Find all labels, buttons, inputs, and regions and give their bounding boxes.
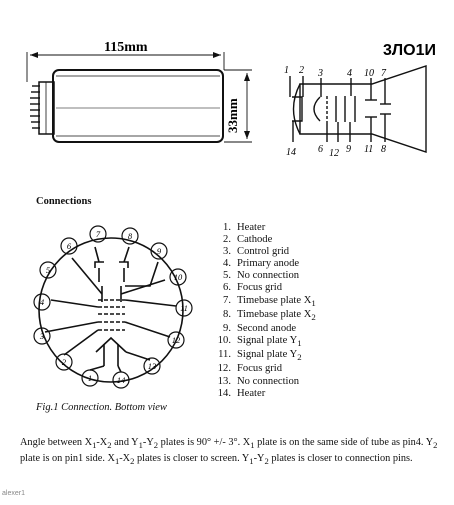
pin-number: 13 <box>147 361 157 371</box>
schematic-pin-label: 14 <box>286 147 296 158</box>
tube-schematic-symbol <box>290 66 426 152</box>
pin-number: 8 <box>127 231 133 241</box>
schematic-pin-labels-top <box>284 65 387 79</box>
connection-item: 5. No connection <box>223 270 300 282</box>
schematic-pin-label: 9 <box>346 144 351 155</box>
connection-item: 14. Heater <box>217 387 266 399</box>
connection-item: 12. Focus grid <box>217 363 283 375</box>
connections-heading: Connections <box>36 196 92 207</box>
connection-item: 4. Primary anode <box>223 258 300 270</box>
connection-item: 9. Second anode <box>223 322 297 334</box>
pin-number: 5 <box>45 265 51 275</box>
schematic-pin-label: 11 <box>364 144 374 155</box>
connection-item: 11. Signal plate $Y_2$ <box>218 349 302 363</box>
pin-number: 11 <box>180 303 188 313</box>
schematic-pin-label: 10 <box>364 68 374 79</box>
schematic-pin-labels-bottom <box>286 144 386 159</box>
schematic-pin-label: 3 <box>318 68 323 79</box>
connection-item: 6. Focus grid <box>223 282 283 294</box>
pin-number: 2 <box>61 357 67 367</box>
schematic-pin-label: 1 <box>284 65 289 76</box>
tube-base-circle <box>39 238 183 382</box>
schematic-pin-label: 2 <box>299 65 304 76</box>
watermark: alexer1 <box>2 490 25 497</box>
pin-number: 3 <box>39 331 45 341</box>
diameter-label: 33mm <box>225 98 240 133</box>
pin-number: 9 <box>156 246 162 256</box>
schematic-pin-label: 12 <box>329 148 339 159</box>
schematic-pin-label: 7 <box>381 68 386 79</box>
tube-type-code: 3ЛО1И <box>383 42 436 59</box>
plate-orientation-note: Angle between $X_1-X_2$ and $Y_1-Y_2$ plates is 90° +/- 3°. $X_1$ plate is on the same side of tube as pin4. $Y_2$ plate is on pin1 side. $X_1-X_2$ plates is closer to screen. $Y_1-Y_2$ plates is closer to connection pins. <box>20 437 438 467</box>
pin-number: 7 <box>95 229 101 239</box>
pin-number: 10 <box>173 272 183 282</box>
pin-number: 6 <box>66 241 72 251</box>
connection-item: 13. No connection <box>217 375 300 387</box>
pin-number: 12 <box>171 335 181 345</box>
connection-item: 8. Timebase plate $X_2$ <box>223 308 316 322</box>
connection-item: 10. Signal plate $Y_1$ <box>217 335 302 349</box>
schematic-pin-label: 4 <box>347 68 352 79</box>
connections-list <box>212 222 316 400</box>
connection-item: 3. Control grid <box>223 246 290 258</box>
pin-number: 1 <box>87 373 93 383</box>
connection-item: 7. Timebase plate $X_1$ <box>223 294 316 308</box>
length-label: 115mm <box>104 40 148 55</box>
pinout-diagram <box>34 226 192 388</box>
connection-item: 2. Cathode <box>223 234 273 246</box>
pin-number: 14 <box>116 375 126 385</box>
schematic-pin-label: 6 <box>318 144 323 155</box>
schematic-pin-label: 8 <box>381 144 386 155</box>
connection-item: 1. Heater <box>223 222 266 233</box>
tube-outline-drawing <box>27 52 252 142</box>
pin-number: 4 <box>39 297 45 307</box>
figure-caption: Fig.1 Connection. Bottom view <box>36 402 167 413</box>
